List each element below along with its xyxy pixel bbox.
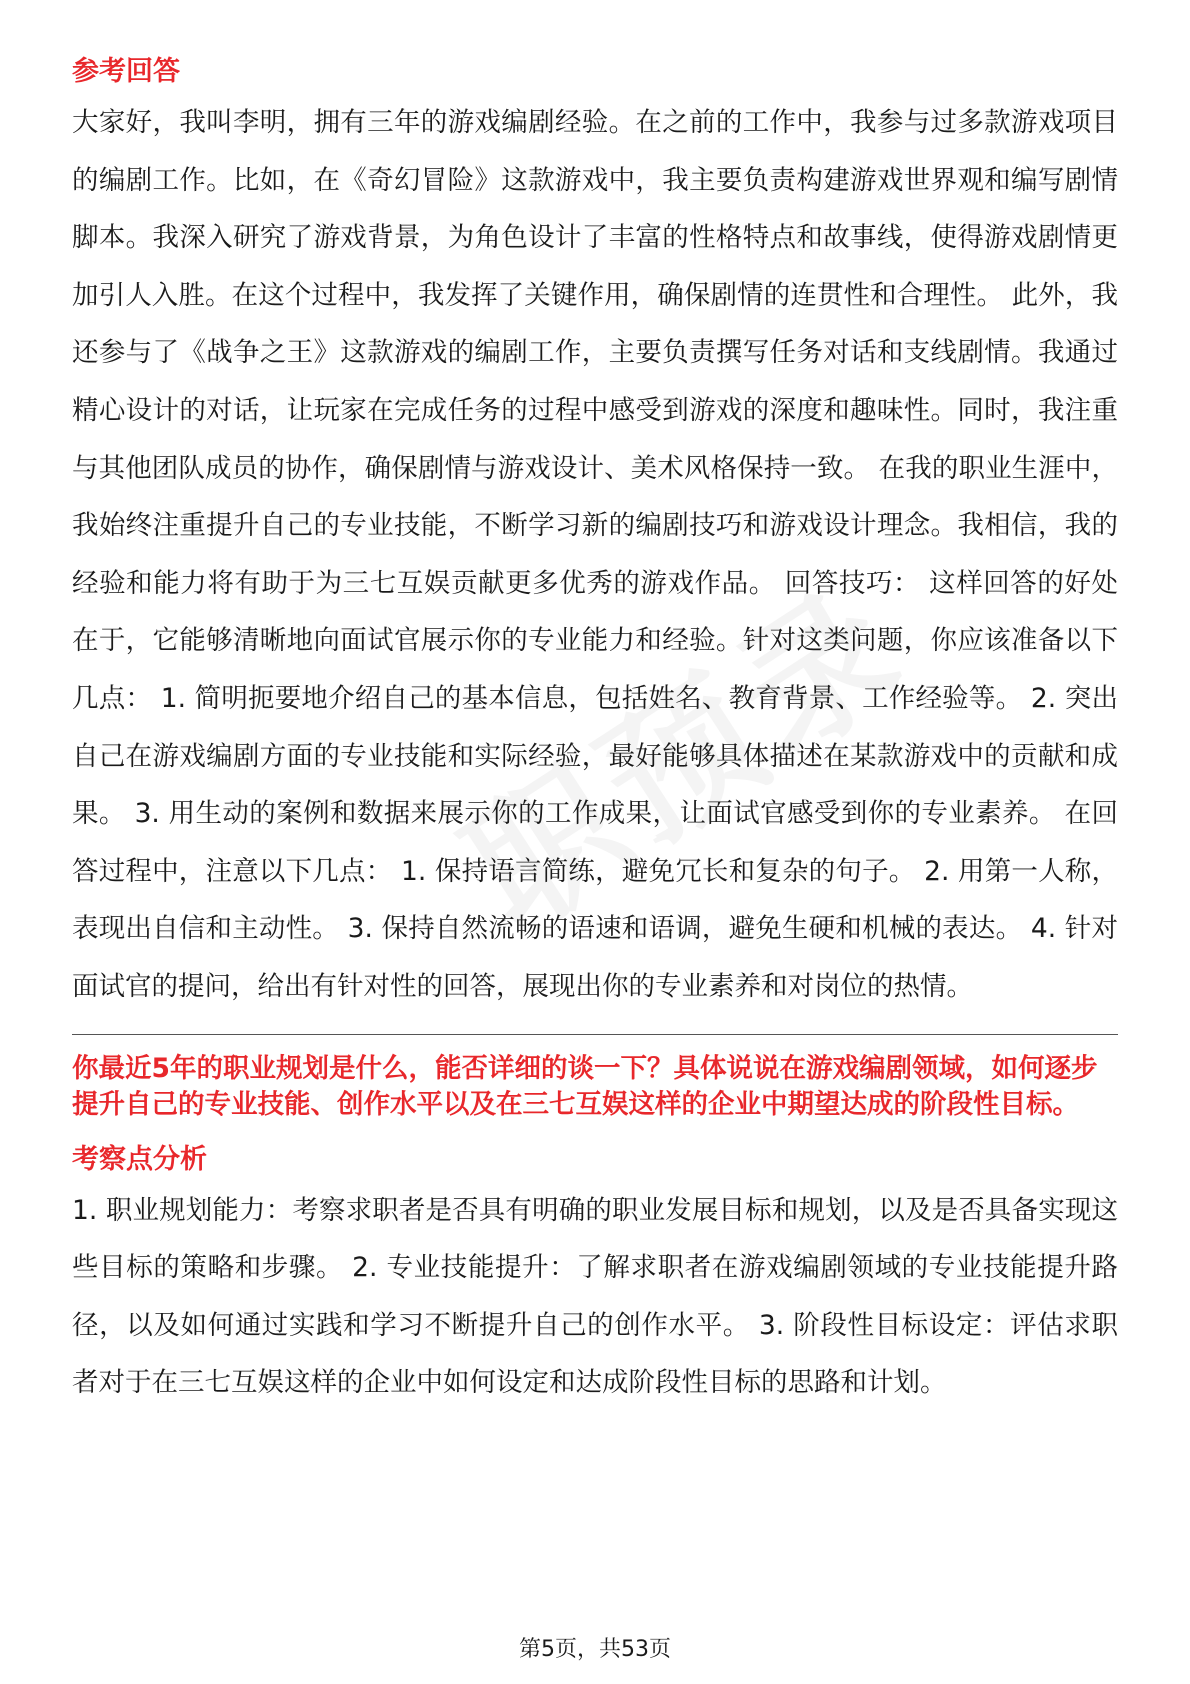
answer-label: 参考回答 <box>72 56 180 87</box>
section-gap <box>72 1124 1118 1138</box>
page-number: 第5页，共53页 <box>519 1637 671 1662</box>
question-text: 你最近5年的职业规划是什么，能否详细的谈一下？具体说说在游戏编剧领域，如何逐步提升自己的专业技能、创作水平以及在三七互娱这样的企业中期望达成的阶段性目标。 <box>72 1052 1098 1120</box>
analysis-text: 1. 职业规划能力：考察求职者是否具有明确的职业发展目标和规划，以及是否具备实现这些目标的策略和步骤。 2. 专业技能提升：了解求职者在游戏编剧领域的专业技能提升路径，以及如何通过实践和学习不断提升自己的创作水平。 3. 阶段性目标设定：评估求职者对于在三七互娱这样的企业中如何设定和达成阶段性目标的思路和计划。 <box>72 1194 1118 1399</box>
analysis-section <box>72 1138 1118 1412</box>
analysis-label: 考察点分析 <box>72 1143 207 1175</box>
answer-text: 大家好，我叫李明，拥有三年的游戏编剧经验。在之前的工作中，我参与过多款游戏项目的编剧工作。比如，在《奇幻冒险》这款游戏中，我主要负责构建游戏世界观和编写剧情脚本。我深入研究了游戏背景，为角色设计了丰富的性格特点和故事线，使得游戏剧情更加引人入胜。在这个过程中，我发挥了关键作用，确保剧情的连贯性和合理性。 此外，我还参与了《战争之王》这款游戏的编剧工作，主要负责撰写任务对话和支线剧情。我通过精心设计的对话，让玩家在完成任务的过程中感受到游戏的深度和趣味性。同时，我注重与其他团队成员的协作，确保剧情与游戏设计、美术风格保持一致。 在我的职业生涯中，我始终注重提升自己的专业技能，不断学习新的编剧技巧和游戏设计理念。我相信，我的经验和能力将有助于为三七互娱贡献更多优秀的游戏作品。 回答技巧： 这样回答的好处在于，它能够清晰地向面试官展示你的专业能力和经验。针对这类问题，你应该准备以下几点： 1. 简明扼要地介绍自己的基本信息，包括姓名、教育背景、工作经验等。 2. 突出自己在游戏编剧方面的专业技能和实际经验，最好能够具体描述在某款游戏中的贡献和成果。 3. 用生动的案例和数据来展示你的工作成果，让面试官感受到你的专业素养。 在回答过程中，注意以下几点： 1. 保持语言简练，避免冗长和复杂的句子。 2. 用第一人称，表现出自信和主动性。 3. 保持自然流畅的语速和语调，避免生硬和机械的表达。 4. 针对面试官的提问，给出有针对性的回答，展现出你的专业素养和对岗位的热情。 <box>72 107 1118 1002</box>
section-divider <box>72 1034 1118 1035</box>
question-section <box>72 1051 1118 1124</box>
answer-section <box>72 50 1118 1016</box>
page-content <box>72 50 1118 1412</box>
